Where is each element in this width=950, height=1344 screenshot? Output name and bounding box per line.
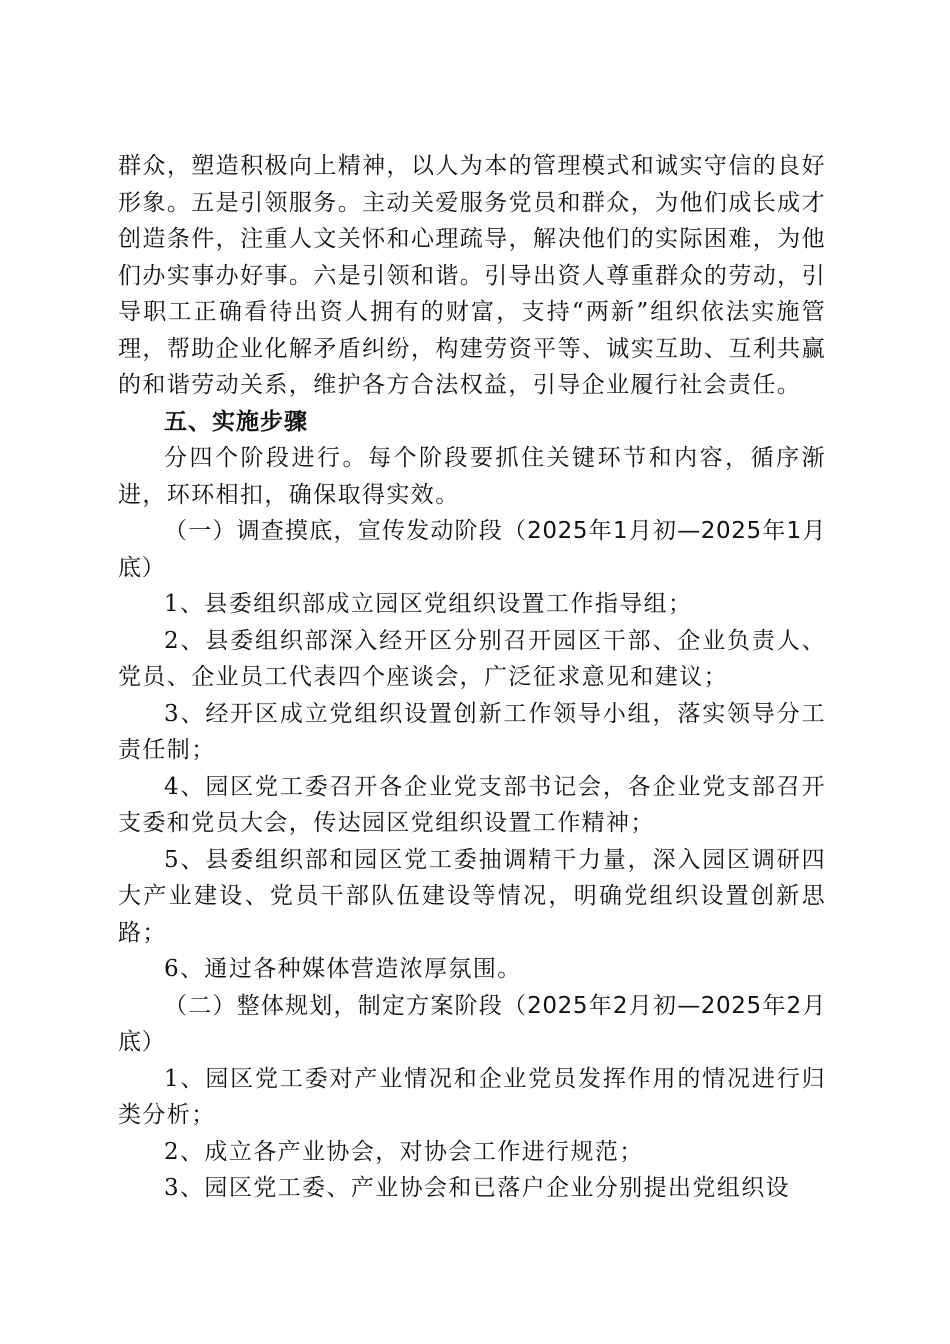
list-item: 1、县委组织部成立园区党组织设置工作指导组； xyxy=(164,591,693,617)
list-item: 4、园区党工委召开各企业党支部书记会，各企业党支部召开支委和党员大会，传达园区党组织设置工作精神； xyxy=(118,773,826,836)
stage1-title: （一）调查摸底，宣传发动阶段（2025年1月初—2025年1月底） xyxy=(118,518,826,581)
stage2-title: （二）整体规划，制定方案阶段（2025年2月初—2025年2月底） xyxy=(118,992,826,1055)
list-item: 2、成立各产业协会，对协会工作进行规范； xyxy=(164,1138,644,1165)
intro-paragraph: 群众，塑造积极向上精神，以人为本的管理模式和诚实守信的良好形象。五是引领服务。主动关爱服务党员和群众，为他们成长成才创造条件，注重人文关怀和心理疏导，解决他们的实际困难，为他们办实事办好事。六是引领和谐。引导出资人尊重群众的劳动，引导职工正确看待出资人拥有的财富，支持“两新”组织依法实施管理，帮助企业化解矛盾纠纷，构建劳资平等、诚实互助、互利共赢的和谐劳动关系，维护各方合法权益，引导企业履行社会责任。 xyxy=(118,153,826,398)
list-item: 3、经开区成立党组织设置创新工作领导小组，落实领导分工责任制； xyxy=(118,700,826,763)
list-item: 5、县委组织部和园区党工委抽调精干力量，深入园区调研四大产业建设、党员干部队伍建设等情况，明确党组织设置创新思路； xyxy=(118,846,826,946)
list-item: 3、园区党工委、产业协会和已落户企业分别提出党组织设 xyxy=(164,1175,791,1201)
document-page xyxy=(118,148,826,1207)
section-intro: 分四个阶段进行。每个阶段要抓住关键环节和内容，循序渐进，环环相扣，确保取得实效。 xyxy=(118,445,826,508)
list-item: 6、通过各种媒体营造浓厚氛围。 xyxy=(164,956,522,982)
list-item: 2、县委组织部深入经开区分别召开园区干部、企业负责人、党员、企业员工代表四个座谈会，广泛征求意见和建议； xyxy=(118,627,826,690)
list-item: 1、园区党工委对产业情况和企业党员发挥作用的情况进行归类分析； xyxy=(118,1065,826,1128)
section-heading: 五、实施步骤 xyxy=(164,408,308,435)
